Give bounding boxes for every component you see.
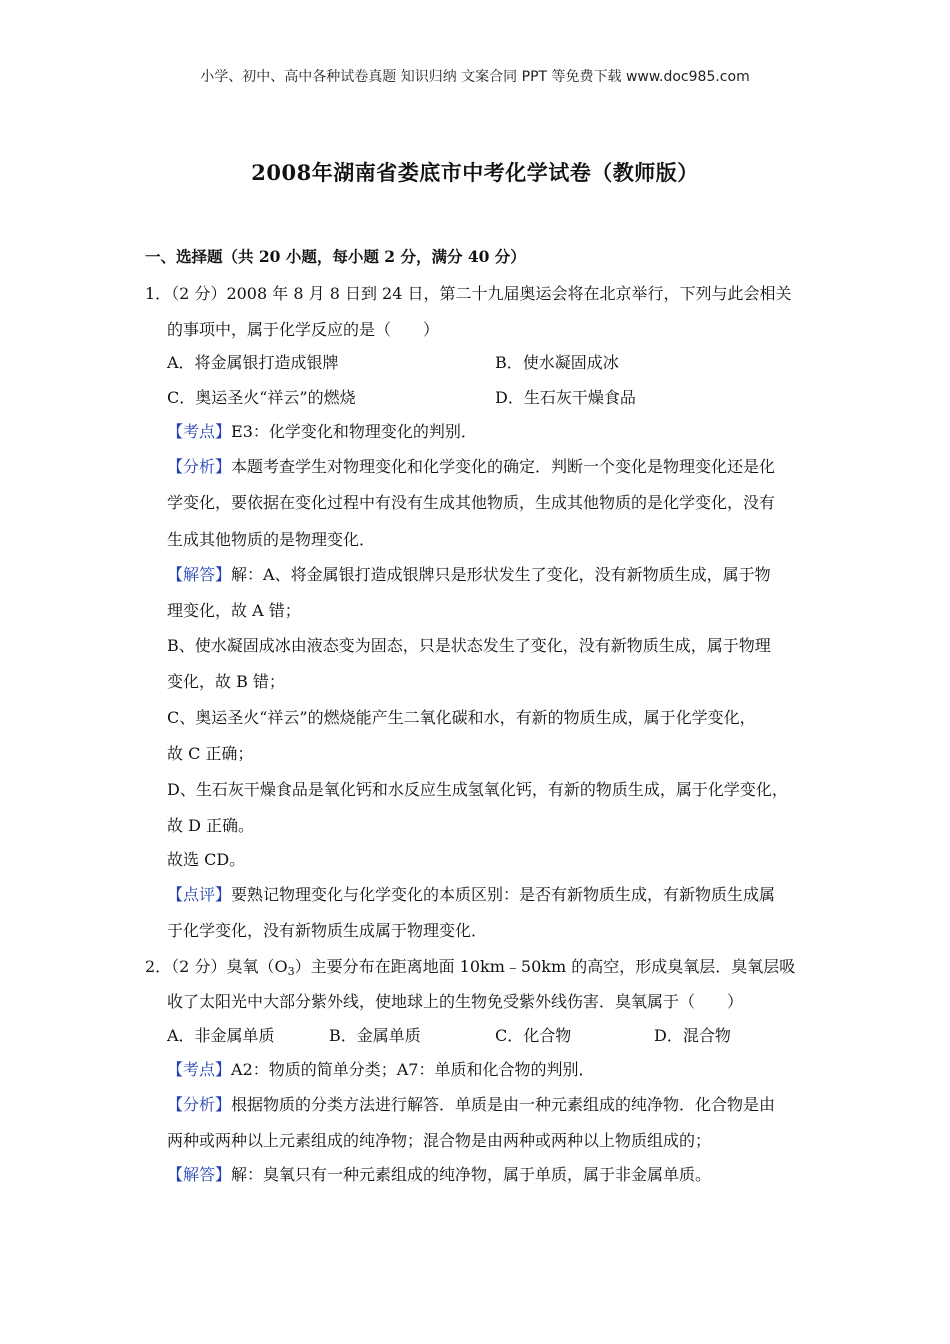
- section-heading: 一、选择题（共 20 小题，每小题 2 分，满分 40 分）: [145, 247, 526, 266]
- question-1-kaodian: [167, 419, 477, 442]
- question-1-option-b: B．使水凝固成冰: [495, 353, 619, 372]
- ozone-subscript: 3: [287, 965, 295, 978]
- question-1-jieda-line-4: 变化，故 B 错；: [167, 672, 285, 691]
- jieda-tag: 【解答】: [167, 1165, 232, 1184]
- kaodian-tag: 【考点】: [167, 422, 232, 441]
- question-2-stem-part-b: ）主要分布在距离地面 10km﹣50km 的高空，形成臭氧层．臭氧层吸: [294, 957, 796, 976]
- fenxi-tag: 【分析】: [167, 457, 232, 476]
- question-1-stem-line-2: 的事项中，属于化学反应的是（ ）: [167, 320, 440, 339]
- question-2-option-a: A．非金属单质: [167, 1026, 275, 1045]
- question-2-jieda-line-1: [167, 1162, 711, 1185]
- question-1-answer: 故选 CD。: [167, 850, 246, 869]
- question-1-jieda-line-8: 故 D 正确。: [167, 816, 255, 835]
- page-title: 2008年湖南省娄底市中考化学试卷（教师版）: [251, 160, 699, 185]
- question-1-fenxi-line-3: 生成其他物质的是物理变化．: [167, 530, 376, 549]
- question-2-stem-part-a: 2．（2 分）臭氧（O: [145, 957, 288, 976]
- question-2-fenxi-line-2: 两种或两种以上元素组成的纯净物；混合物是由两种或两种以上物质组成的；: [167, 1131, 712, 1150]
- question-2-kaodian: [167, 1057, 595, 1080]
- question-1-stem-line-1: 1．（2 分）2008 年 8 月 8 日到 24 日，第二十九届奥运会将在北京举行，下列与此会相关: [145, 284, 792, 303]
- question-1-dianping-line-2: 于化学变化，没有新物质生成属于物理变化．: [167, 921, 488, 940]
- page-header: 小学、初中、高中各种试卷真题 知识归纳 文案合同 PPT 等免费下载 www.doc985.com: [200, 69, 750, 85]
- jieda-text: 解：A、将金属银打造成银牌只是形状发生了变化，没有新物质生成，属于物: [231, 565, 771, 584]
- fenxi-text: 根据物质的分类方法进行解答．单质是由一种元素组成的纯净物．化合物是由: [231, 1095, 776, 1114]
- question-1-dianping-line-1: [167, 882, 775, 905]
- question-1-fenxi-line-2: 学变化，要依据在变化过程中有没有生成其他物质，生成其他物质的是化学变化，没有: [167, 493, 776, 512]
- question-2-option-b: B．金属单质: [329, 1026, 421, 1045]
- question-1-fenxi-line-1: [167, 454, 775, 477]
- question-2-fenxi-line-1: [167, 1092, 775, 1115]
- kaodian-text: E3：化学变化和物理变化的判别．: [231, 422, 477, 441]
- question-1-jieda-line-5: C、奥运圣火“祥云”的燃烧能产生二氧化碳和水，有新的物质生成，属于化学变化，: [167, 708, 756, 727]
- kaodian-text: A2：物质的简单分类；A7：单质和化合物的判别．: [231, 1060, 595, 1079]
- question-1-option-a: A．将金属银打造成银牌: [167, 353, 339, 372]
- jieda-tag: 【解答】: [167, 565, 232, 584]
- question-1-jieda-line-1: [167, 562, 771, 585]
- question-1-jieda-line-6: 故 C 正确；: [167, 744, 254, 763]
- fenxi-text: 本题考查学生对物理变化和化学变化的确定．判断一个变化是物理变化还是化: [231, 457, 776, 476]
- question-1-jieda-line-7: D、生石灰干燥食品是氧化钙和水反应生成氢氧化钙，有新的物质生成，属于化学变化，: [167, 780, 788, 799]
- fenxi-tag: 【分析】: [167, 1095, 232, 1114]
- question-1-option-c: C．奥运圣火“祥云”的燃烧: [167, 388, 356, 407]
- kaodian-tag: 【考点】: [167, 1060, 232, 1079]
- question-2-stem-line-1: [145, 954, 795, 978]
- dianping-tag: 【点评】: [167, 885, 232, 904]
- question-1-option-d: D．生石灰干燥食品: [495, 388, 636, 407]
- question-2-stem-line-2: 收了太阳光中大部分紫外线，使地球上的生物免受紫外线伤害．臭氧属于（ ）: [167, 992, 744, 1011]
- question-2-option-d: D．混合物: [654, 1026, 731, 1045]
- question-1-jieda-line-2: 理变化，故 A 错；: [167, 601, 301, 620]
- question-2-option-c: C．化合物: [495, 1026, 572, 1045]
- question-1-jieda-line-3: B、使水凝固成冰由液态变为固态，只是状态发生了变化，没有新物质生成，属于物理: [167, 636, 771, 655]
- dianping-text: 要熟记物理变化与化学变化的本质区别：是否有新物质生成，有新物质生成属: [231, 885, 776, 904]
- jieda-text: 解：臭氧只有一种元素组成的纯净物，属于单质，属于非金属单质。: [231, 1165, 712, 1184]
